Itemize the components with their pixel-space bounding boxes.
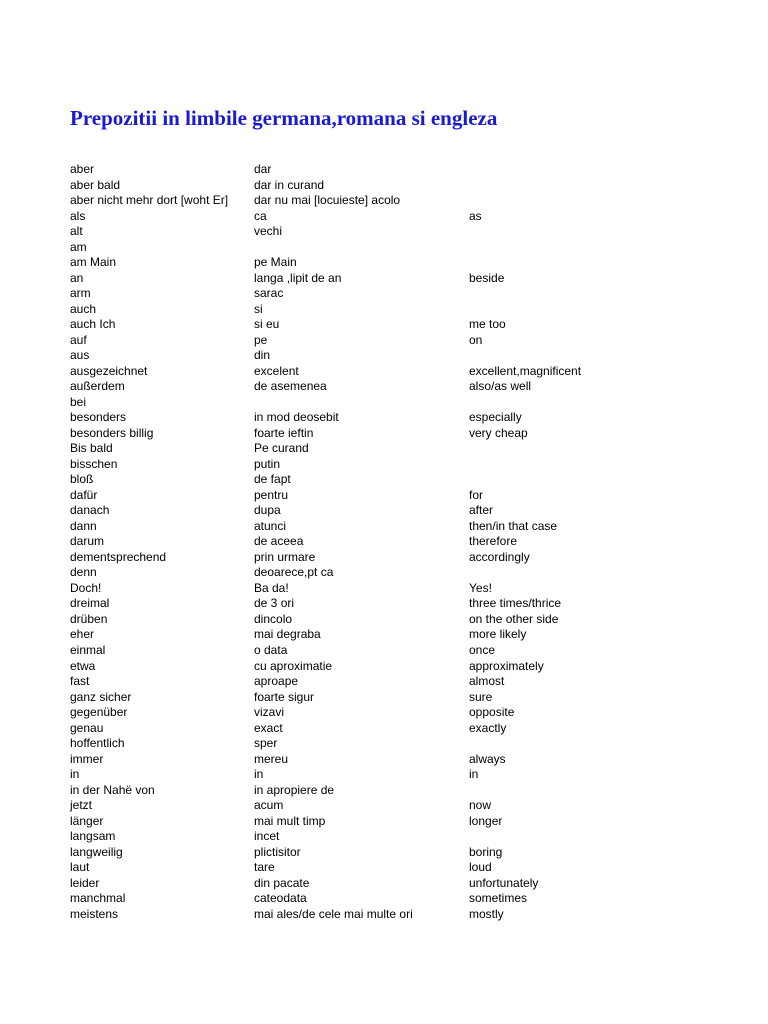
german-word: denn (70, 565, 97, 580)
table-row (70, 410, 750, 426)
english-word: now (469, 798, 492, 813)
german-word: genau (70, 720, 104, 735)
english-word: almost (469, 674, 505, 689)
english-word: Yes! (469, 580, 492, 595)
english-word: me too (469, 317, 506, 332)
table-row (70, 255, 750, 271)
table-row (70, 379, 750, 395)
table-row (70, 550, 750, 566)
german-word: an (70, 270, 84, 285)
english-word: as (469, 208, 482, 223)
table-row (70, 690, 750, 706)
german-word: langweilig (70, 844, 123, 859)
english-word: especially (469, 410, 522, 425)
table-row (70, 627, 750, 643)
romanian-word: dar nu mai [locuieste] acolo (254, 193, 401, 208)
table-row (70, 736, 750, 752)
romanian-word: pentru (254, 487, 289, 502)
english-word: therefore (469, 534, 518, 549)
romanian-word: cu aproximatie (254, 658, 333, 673)
romanian-word: Pe curand (254, 441, 309, 456)
table-row (70, 302, 750, 318)
german-word: eher (70, 627, 95, 642)
english-word: unfortunately (469, 875, 539, 890)
english-word: in (469, 767, 479, 782)
german-word: dann (70, 518, 97, 533)
page-title: Prepozitii in limbile germana,romana si engleza (70, 106, 498, 130)
english-word: more likely (469, 627, 527, 642)
romanian-word: si (254, 301, 263, 316)
romanian-word: foarte sigur (254, 689, 315, 704)
table-row (70, 752, 750, 768)
table-row (70, 364, 750, 380)
german-word: dreimal (70, 596, 110, 611)
romanian-word: sper (254, 736, 278, 751)
romanian-word: mai ales/de cele mai multe ori (254, 906, 413, 921)
german-word: Doch! (70, 580, 102, 595)
romanian-word: exact (254, 720, 283, 735)
english-word: approximately (469, 658, 544, 673)
table-row (70, 395, 750, 411)
table-row (70, 829, 750, 845)
table-row (70, 209, 750, 225)
german-word: auch Ich (70, 317, 116, 332)
english-word: on (469, 332, 483, 347)
table-row (70, 472, 750, 488)
german-word: als (70, 208, 86, 223)
english-word: very cheap (469, 425, 528, 440)
english-word: three times/thrice (469, 596, 562, 611)
romanian-word: pe (254, 332, 268, 347)
romanian-word: si eu (254, 317, 280, 332)
german-word: darum (70, 534, 105, 549)
table-row (70, 333, 750, 349)
table-row (70, 674, 750, 690)
german-word: einmal (70, 642, 106, 657)
table-row (70, 534, 750, 550)
german-word: drüben (70, 611, 108, 626)
english-word: also/as well (469, 379, 532, 394)
german-word: fast (70, 674, 90, 689)
romanian-word: cateodata (254, 891, 307, 906)
romanian-word: sarac (254, 286, 284, 301)
english-word: opposite (469, 705, 515, 720)
romanian-word: vizavi (254, 705, 285, 720)
table-row (70, 767, 750, 783)
german-word: hoffentlich (70, 736, 125, 751)
romanian-word: putin (254, 456, 281, 471)
german-word: aus (70, 348, 90, 363)
english-word: always (469, 751, 506, 766)
table-row (70, 581, 750, 597)
romanian-word: aproape (254, 674, 299, 689)
english-word: once (469, 642, 496, 657)
romanian-word: o data (254, 642, 288, 657)
romanian-word: incet (254, 829, 280, 844)
romanian-word: de fapt (254, 472, 291, 487)
table-row (70, 317, 750, 333)
german-word: langsam (70, 829, 116, 844)
english-word: sure (469, 689, 493, 704)
german-word: ganz sicher (70, 689, 132, 704)
romanian-word: in (254, 767, 264, 782)
german-word: immer (70, 751, 104, 766)
table-row (70, 426, 750, 442)
romanian-word: de aceea (254, 534, 304, 549)
romanian-word: dincolo (254, 611, 293, 626)
english-word: for (469, 487, 484, 502)
german-word: meistens (70, 906, 119, 921)
german-word: besonders billig (70, 425, 154, 440)
german-word: Bis bald (70, 441, 113, 456)
romanian-word: prin urmare (254, 549, 316, 564)
table-row (70, 612, 750, 628)
table-row (70, 271, 750, 287)
table-row (70, 659, 750, 675)
german-word: dafür (70, 487, 98, 502)
romanian-word: mai mult timp (254, 813, 326, 828)
german-word: länger (70, 813, 104, 828)
german-word: etwa (70, 658, 96, 673)
german-word: arm (70, 286, 91, 301)
romanian-word: mereu (254, 751, 289, 766)
romanian-word: plictisitor (254, 844, 301, 859)
table-row (70, 178, 750, 194)
german-word: bloß (70, 472, 94, 487)
romanian-word: foarte ieftin (254, 425, 314, 440)
table-row (70, 348, 750, 364)
english-word: after (469, 503, 494, 518)
table-row (70, 705, 750, 721)
english-word: excellent,magnificent (469, 363, 582, 378)
table-row (70, 798, 750, 814)
german-word: laut (70, 860, 90, 875)
romanian-word: atunci (254, 518, 287, 533)
german-word: bisschen (70, 456, 118, 471)
english-word: on the other side (469, 611, 559, 626)
table-row (70, 721, 750, 737)
table-row (70, 286, 750, 302)
german-word: am Main (70, 255, 117, 270)
romanian-word: dar in curand (254, 177, 325, 192)
romanian-word: excelent (254, 363, 299, 378)
english-word: accordingly (469, 549, 530, 564)
table-row (70, 907, 750, 923)
german-word: dementsprechend (70, 549, 167, 564)
romanian-word: de asemenea (254, 379, 327, 394)
table-row (70, 891, 750, 907)
romanian-word: acum (254, 798, 284, 813)
german-word: in der Nahë von (70, 782, 155, 797)
german-word: gegenüber (70, 705, 128, 720)
table-row (70, 240, 750, 256)
table-row (70, 162, 750, 178)
german-word: auf (70, 332, 87, 347)
german-word: ausgezeichnet (70, 363, 148, 378)
romanian-word: in mod deosebit (254, 410, 339, 425)
german-word: alt (70, 224, 83, 239)
table-row (70, 860, 750, 876)
german-word: besonders (70, 410, 127, 425)
table-row (70, 876, 750, 892)
romanian-word: pe Main (254, 255, 297, 270)
german-word: manchmal (70, 891, 126, 906)
table-row (70, 643, 750, 659)
german-word: in (70, 767, 80, 782)
table-row (70, 193, 750, 209)
german-word: außerdem (70, 379, 125, 394)
romanian-word: langa ,lipit de an (254, 270, 342, 285)
german-word: jetzt (70, 798, 93, 813)
romanian-word: vechi (254, 224, 283, 239)
romanian-word: de 3 ori (254, 596, 295, 611)
table-row (70, 503, 750, 519)
romanian-word: in apropiere de (254, 782, 335, 797)
table-row (70, 596, 750, 612)
english-word: sometimes (469, 891, 528, 906)
table-row (70, 783, 750, 799)
romanian-word: deoarece,pt ca (254, 565, 334, 580)
table-row (70, 565, 750, 581)
table-row (70, 845, 750, 861)
romanian-word: mai degraba (254, 627, 321, 642)
romanian-word: din (254, 348, 271, 363)
english-word: loud (469, 860, 492, 875)
table-row (70, 814, 750, 830)
romanian-word: din pacate (254, 875, 310, 890)
english-word: beside (469, 270, 505, 285)
romanian-word: dar (254, 162, 272, 176)
vocabulary-table (70, 162, 750, 922)
table-row (70, 519, 750, 535)
table-row (70, 224, 750, 240)
romanian-word: dupa (254, 503, 281, 518)
german-word: aber (70, 162, 95, 176)
romanian-word: Ba da! (254, 580, 289, 595)
german-word: auch (70, 301, 97, 316)
german-word: am (70, 239, 87, 254)
english-word: mostly (469, 906, 504, 921)
german-word: danach (70, 503, 110, 518)
german-word: leider (70, 875, 100, 890)
english-word: then/in that case (469, 518, 558, 533)
english-word: exactly (469, 720, 507, 735)
german-word: bei (70, 394, 87, 409)
romanian-word: tare (254, 860, 275, 875)
table-row (70, 441, 750, 457)
table-row (70, 457, 750, 473)
german-word: aber bald (70, 177, 121, 192)
english-word: longer (469, 813, 503, 828)
romanian-word: ca (254, 208, 267, 223)
table-row (70, 488, 750, 504)
german-word: aber nicht mehr dort [woht Er] (70, 193, 229, 208)
english-word: boring (469, 844, 503, 859)
